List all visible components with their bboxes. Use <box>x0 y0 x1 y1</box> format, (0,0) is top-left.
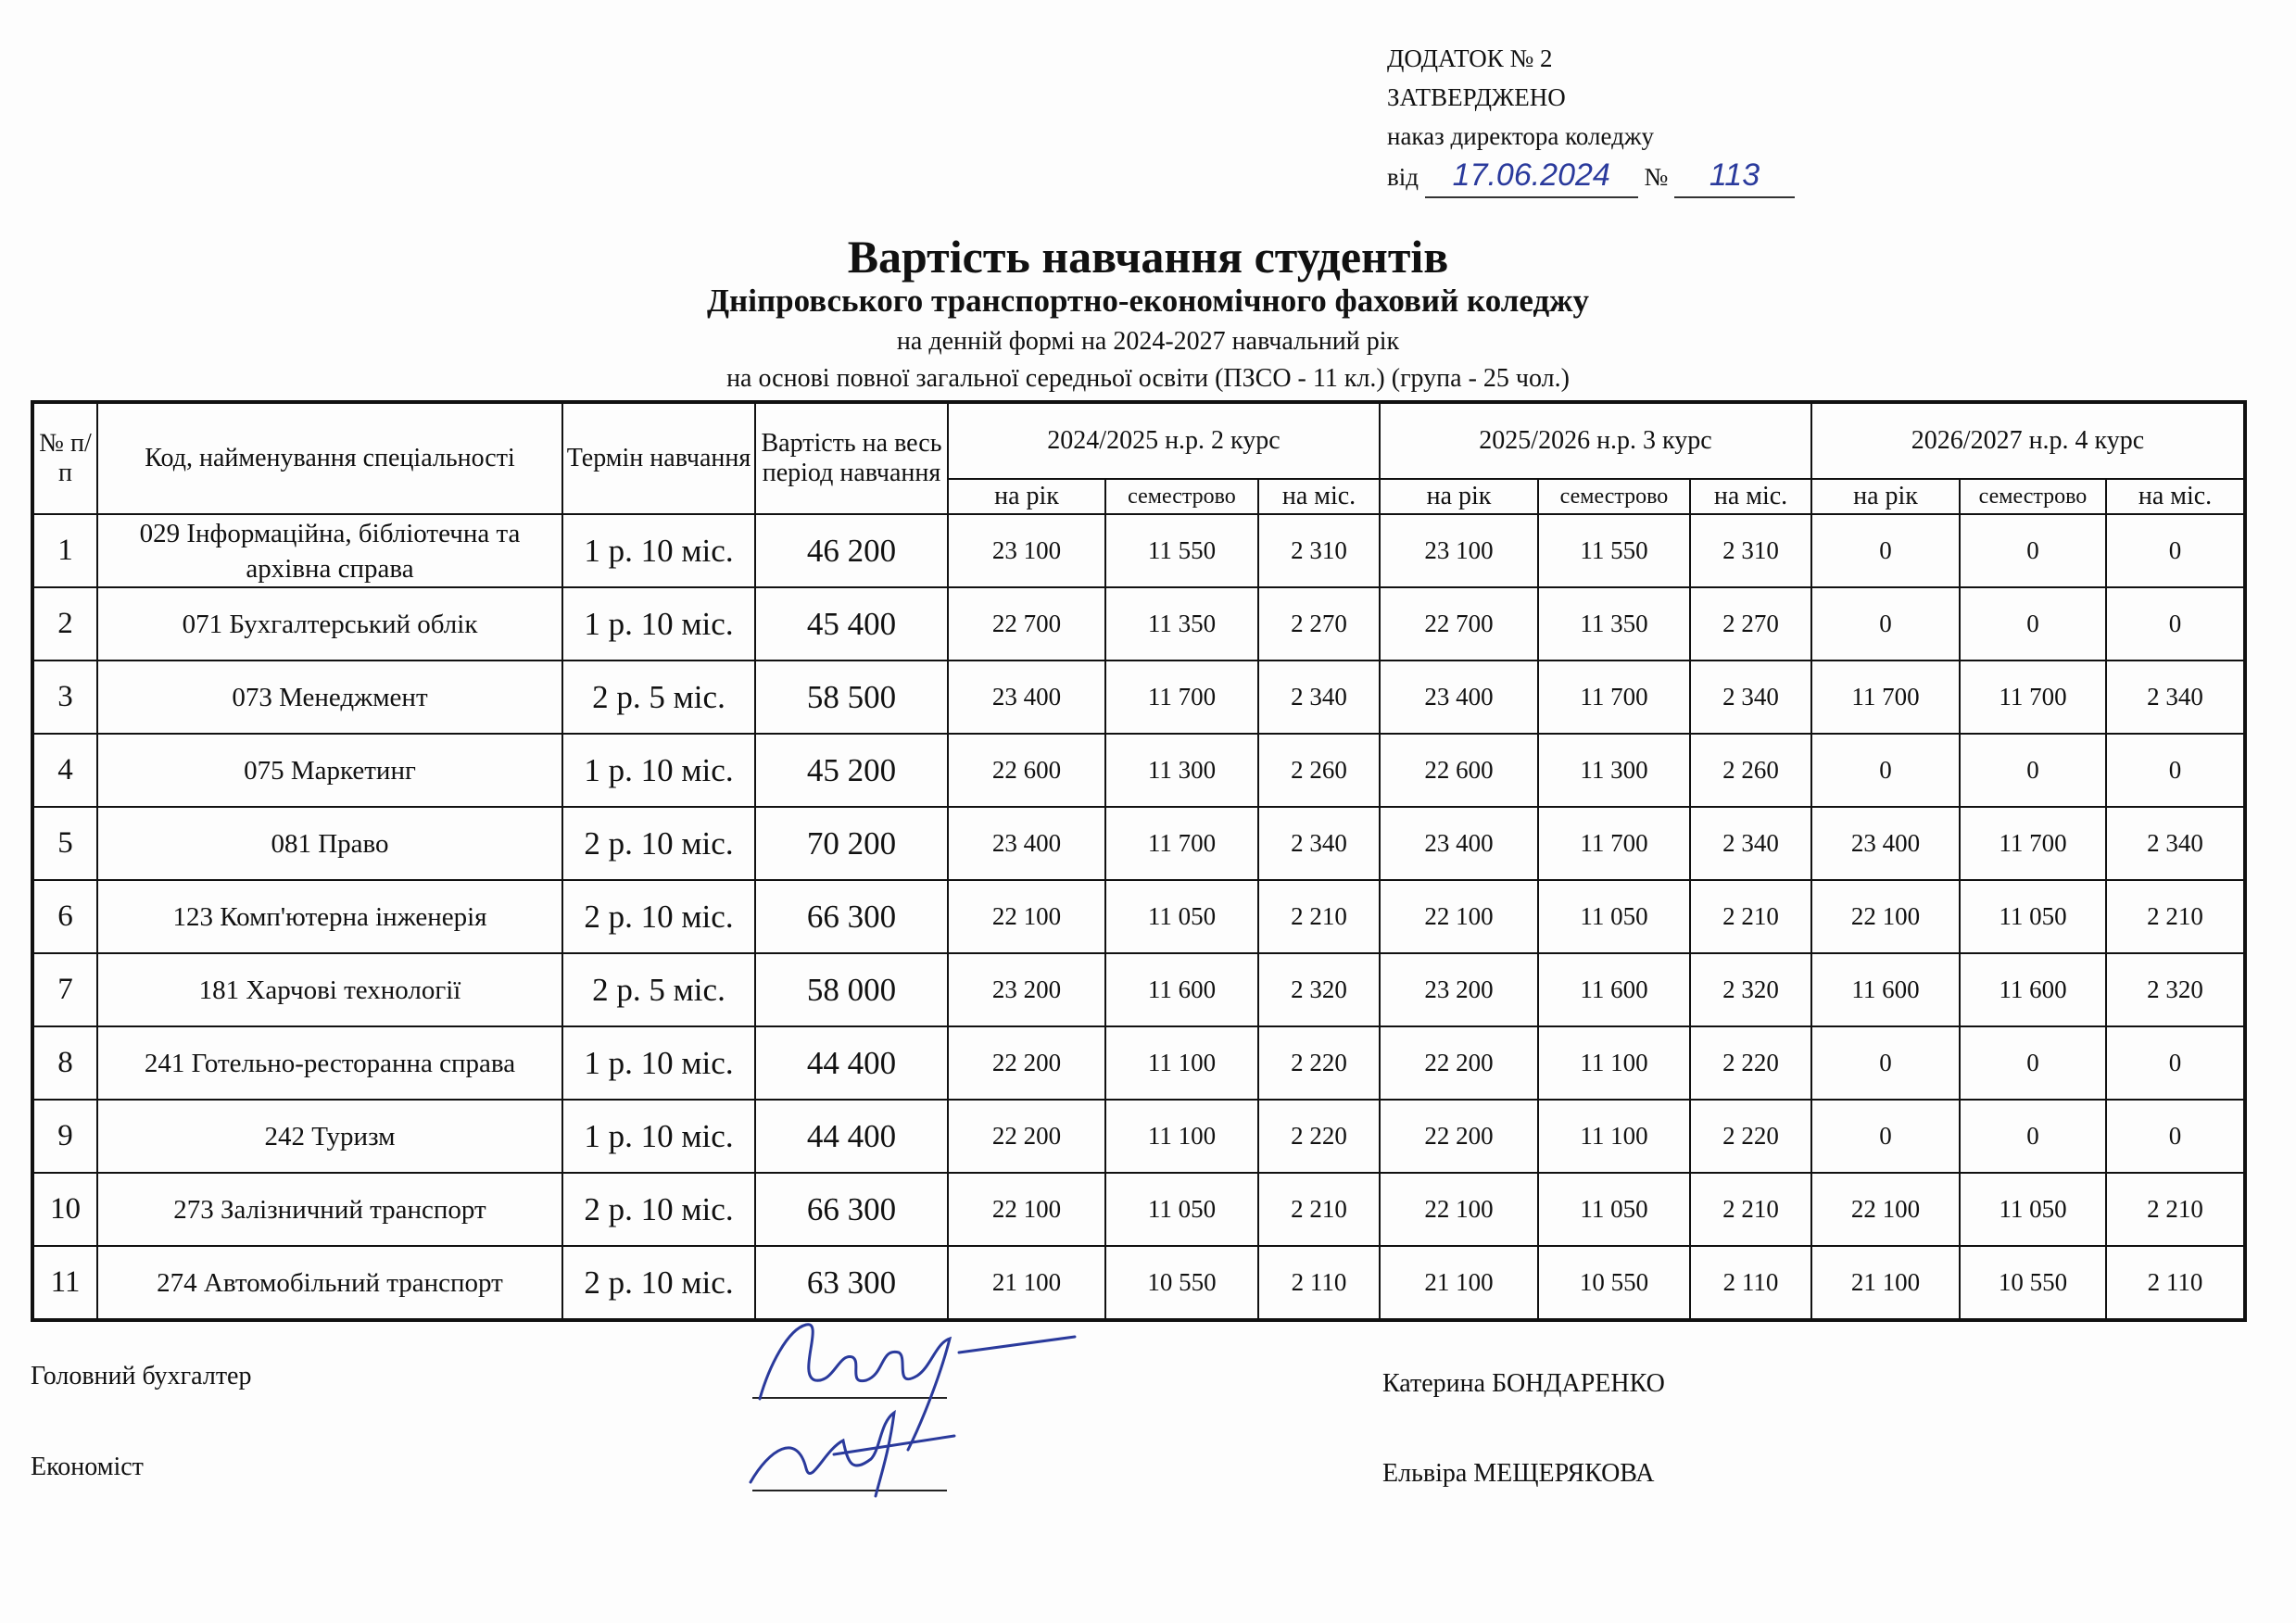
cost-2024-per-month: 2 210 <box>1258 880 1380 953</box>
cost-2026-per-semester: 11 050 <box>1960 1173 2106 1246</box>
cost-2025-per-year: 22 200 <box>1380 1026 1538 1100</box>
cost-2025-per-month: 2 220 <box>1690 1026 1811 1100</box>
total-cost: 45 200 <box>755 734 948 807</box>
cost-2026-per-month: 0 <box>2106 514 2245 587</box>
subheader-per-month: на міс. <box>1258 479 1380 514</box>
cost-2026-per-month: 0 <box>2106 587 2245 661</box>
study-form: на денній формі на 2024-2027 навчальний рік <box>896 327 1400 356</box>
cost-2026-per-month: 2 320 <box>2106 953 2245 1026</box>
study-term: 1 р. 10 міс. <box>562 1026 755 1100</box>
cost-2024-per-year: 22 700 <box>948 587 1105 661</box>
cost-2026-per-semester: 11 600 <box>1960 953 2106 1026</box>
cost-2024-per-semester: 11 600 <box>1105 953 1258 1026</box>
study-term: 1 р. 10 міс. <box>562 514 755 587</box>
cost-2025-per-month: 2 270 <box>1690 587 1811 661</box>
cost-2025-per-year: 22 200 <box>1380 1100 1538 1173</box>
tuition-table <box>31 400 2247 1322</box>
cost-2025-per-month: 2 320 <box>1690 953 1811 1026</box>
table-row <box>32 807 2245 880</box>
specialty-name: 241 Готельно-ресторанна справа <box>97 1026 562 1100</box>
table-row <box>32 953 2245 1026</box>
header-year-2024: 2024/2025 н.р. 2 курс <box>948 402 1380 479</box>
specialty-name: 123 Комп'ютерна інженерія <box>97 880 562 953</box>
cost-2025-per-month: 2 340 <box>1690 807 1811 880</box>
cost-2024-per-year: 22 600 <box>948 734 1105 807</box>
cost-2026-per-year: 0 <box>1811 734 1960 807</box>
study-term: 2 р. 10 міс. <box>562 1246 755 1320</box>
row-number: 8 <box>32 1026 97 1100</box>
cost-2026-per-month: 2 210 <box>2106 1173 2245 1246</box>
cost-2026-per-semester: 0 <box>1960 1100 2106 1173</box>
handwritten-signatures <box>741 1311 1093 1505</box>
cost-2026-per-year: 0 <box>1811 514 1960 587</box>
cost-2026-per-year: 0 <box>1811 587 1960 661</box>
specialty-name: 273 Залізничний транспорт <box>97 1173 562 1246</box>
table-row <box>32 1173 2245 1246</box>
cost-2024-per-year: 22 100 <box>948 880 1105 953</box>
total-cost: 44 400 <box>755 1100 948 1173</box>
total-cost: 63 300 <box>755 1246 948 1320</box>
specialty-name: 274 Автомобільний транспорт <box>97 1246 562 1320</box>
cost-2026-per-semester: 0 <box>1960 514 2106 587</box>
cost-2025-per-semester: 11 100 <box>1538 1026 1690 1100</box>
cost-2025-per-year: 23 400 <box>1380 661 1538 734</box>
study-term: 2 р. 5 міс. <box>562 661 755 734</box>
cost-2026-per-year: 22 100 <box>1811 880 1960 953</box>
cost-2025-per-year: 22 100 <box>1380 880 1538 953</box>
chief-accountant-name: Катерина БОНДАРЕНКО <box>1382 1369 1665 1398</box>
table-row <box>32 880 2245 953</box>
study-term: 2 р. 10 міс. <box>562 880 755 953</box>
cost-2025-per-semester: 11 300 <box>1538 734 1690 807</box>
cost-2025-per-year: 22 700 <box>1380 587 1538 661</box>
approval-block <box>1387 39 1795 198</box>
row-number: 7 <box>32 953 97 1026</box>
specialty-name: 081 Право <box>97 807 562 880</box>
cost-2024-per-semester: 11 350 <box>1105 587 1258 661</box>
header-specialty: Код, найменування спеціальності <box>97 402 562 514</box>
cost-2024-per-year: 21 100 <box>948 1246 1105 1320</box>
cost-2024-per-month: 2 270 <box>1258 587 1380 661</box>
table-row <box>32 1026 2245 1100</box>
approved-label: ЗАТВЕРДЖЕНО <box>1387 83 1566 111</box>
specialty-name: 242 Туризм <box>97 1100 562 1173</box>
signature-accountant <box>760 1325 1075 1450</box>
cost-2025-per-semester: 11 350 <box>1538 587 1690 661</box>
row-number: 3 <box>32 661 97 734</box>
cost-2026-per-year: 11 600 <box>1811 953 1960 1026</box>
cost-2026-per-semester: 0 <box>1960 734 2106 807</box>
study-term: 2 р. 10 міс. <box>562 1173 755 1246</box>
subheader-per-semester: семестрово <box>1960 479 2106 514</box>
cost-2024-per-semester: 11 100 <box>1105 1100 1258 1173</box>
subheader-per-year: на рік <box>1811 479 1960 514</box>
order-date: 17.06.2024 <box>1425 156 1638 198</box>
cost-2026-per-year: 0 <box>1811 1100 1960 1173</box>
cost-2026-per-year: 22 100 <box>1811 1173 1960 1246</box>
cost-2024-per-semester: 11 550 <box>1105 514 1258 587</box>
cost-2025-per-month: 2 110 <box>1690 1246 1811 1320</box>
row-number: 2 <box>32 587 97 661</box>
cost-2024-per-month: 2 260 <box>1258 734 1380 807</box>
row-number: 5 <box>32 807 97 880</box>
cost-2026-per-semester: 11 700 <box>1960 807 2106 880</box>
cost-2025-per-semester: 11 100 <box>1538 1100 1690 1173</box>
cost-2025-per-semester: 11 550 <box>1538 514 1690 587</box>
cost-2025-per-year: 23 400 <box>1380 807 1538 880</box>
cost-2026-per-month: 2 110 <box>2106 1246 2245 1320</box>
specialty-name: 075 Маркетинг <box>97 734 562 807</box>
cost-2024-per-month: 2 310 <box>1258 514 1380 587</box>
cost-2025-per-month: 2 210 <box>1690 880 1811 953</box>
cost-2024-per-month: 2 220 <box>1258 1100 1380 1173</box>
number-prefix: № <box>1644 163 1669 191</box>
header-year-2025: 2025/2026 н.р. 3 курс <box>1380 402 1811 479</box>
total-cost: 66 300 <box>755 1173 948 1246</box>
cost-2025-per-year: 21 100 <box>1380 1246 1538 1320</box>
subheader-per-year: на рік <box>948 479 1105 514</box>
cost-2025-per-year: 22 100 <box>1380 1173 1538 1246</box>
cost-2024-per-month: 2 210 <box>1258 1173 1380 1246</box>
cost-2024-per-semester: 11 700 <box>1105 661 1258 734</box>
cost-2026-per-month: 2 340 <box>2106 807 2245 880</box>
economist-title: Економіст <box>31 1453 144 1481</box>
table-row <box>32 734 2245 807</box>
cost-2026-per-semester: 0 <box>1960 587 2106 661</box>
study-term: 1 р. 10 міс. <box>562 1100 755 1173</box>
cost-2025-per-year: 22 600 <box>1380 734 1538 807</box>
cost-2025-per-month: 2 340 <box>1690 661 1811 734</box>
order-date-row <box>1387 156 1795 198</box>
cost-2026-per-month: 0 <box>2106 1026 2245 1100</box>
cost-2025-per-semester: 11 050 <box>1538 880 1690 953</box>
subheader-per-semester: семестрово <box>1105 479 1258 514</box>
cost-2025-per-month: 2 310 <box>1690 514 1811 587</box>
cost-2025-per-year: 23 100 <box>1380 514 1538 587</box>
specialty-name: 181 Харчові технології <box>97 953 562 1026</box>
cost-2024-per-year: 22 200 <box>948 1026 1105 1100</box>
total-cost: 58 500 <box>755 661 948 734</box>
cost-2024-per-year: 23 200 <box>948 953 1105 1026</box>
cost-2025-per-semester: 10 550 <box>1538 1246 1690 1320</box>
cost-2025-per-month: 2 220 <box>1690 1100 1811 1173</box>
table-row <box>32 514 2245 587</box>
subheader-per-semester: семестрово <box>1538 479 1690 514</box>
cost-2024-per-month: 2 220 <box>1258 1026 1380 1100</box>
cost-2025-per-year: 23 200 <box>1380 953 1538 1026</box>
cost-2025-per-semester: 11 050 <box>1538 1173 1690 1246</box>
cost-2026-per-month: 2 340 <box>2106 661 2245 734</box>
cost-2026-per-semester: 0 <box>1960 1026 2106 1100</box>
date-prefix: від <box>1387 163 1419 191</box>
cost-2025-per-semester: 11 700 <box>1538 807 1690 880</box>
signature-economist <box>751 1413 954 1496</box>
header-total: Вартість на весь період навчання <box>755 402 948 514</box>
cost-2024-per-semester: 11 050 <box>1105 1173 1258 1246</box>
document-title: Вартість навчання студентів <box>847 231 1449 283</box>
cost-2024-per-year: 22 200 <box>948 1100 1105 1173</box>
cost-2026-per-semester: 10 550 <box>1960 1246 2106 1320</box>
cost-2024-per-year: 22 100 <box>948 1173 1105 1246</box>
cost-2024-per-year: 23 400 <box>948 807 1105 880</box>
study-term: 2 р. 10 міс. <box>562 807 755 880</box>
college-name: Дніпровського транспортно-економічного фаховий коледжу <box>706 283 1590 319</box>
cost-2025-per-semester: 11 700 <box>1538 661 1690 734</box>
cost-2024-per-month: 2 110 <box>1258 1246 1380 1320</box>
total-cost: 58 000 <box>755 953 948 1026</box>
cost-2024-per-month: 2 320 <box>1258 953 1380 1026</box>
row-number: 6 <box>32 880 97 953</box>
table-row <box>32 1246 2245 1320</box>
total-cost: 45 400 <box>755 587 948 661</box>
cost-2024-per-semester: 10 550 <box>1105 1246 1258 1320</box>
subheader-per-month: на міс. <box>2106 479 2245 514</box>
education-basis: на основі повної загальної середньої освіти (ПЗСО - 11 кл.) (група - 25 чол.) <box>726 364 1570 393</box>
specialty-name: 073 Менеджмент <box>97 661 562 734</box>
order-number: 113 <box>1674 156 1795 198</box>
cost-2026-per-year: 21 100 <box>1811 1246 1960 1320</box>
header-year-2026: 2026/2027 н.р. 4 курс <box>1811 402 2245 479</box>
order-label: наказ директора коледжу <box>1387 122 1655 150</box>
total-cost: 44 400 <box>755 1026 948 1100</box>
row-number: 9 <box>32 1100 97 1173</box>
cost-2024-per-month: 2 340 <box>1258 661 1380 734</box>
cost-2025-per-semester: 11 600 <box>1538 953 1690 1026</box>
cost-2024-per-month: 2 340 <box>1258 807 1380 880</box>
cost-2025-per-month: 2 260 <box>1690 734 1811 807</box>
table-row <box>32 1100 2245 1173</box>
row-number: 4 <box>32 734 97 807</box>
cost-2024-per-semester: 11 050 <box>1105 880 1258 953</box>
chief-accountant-title: Головний бухгалтер <box>31 1362 252 1390</box>
total-cost: 66 300 <box>755 880 948 953</box>
cost-2026-per-semester: 11 050 <box>1960 880 2106 953</box>
appendix-label: ДОДАТОК № 2 <box>1387 44 1553 72</box>
cost-2024-per-semester: 11 700 <box>1105 807 1258 880</box>
cost-2026-per-year: 0 <box>1811 1026 1960 1100</box>
cost-2024-per-semester: 11 100 <box>1105 1026 1258 1100</box>
cost-2024-per-semester: 11 300 <box>1105 734 1258 807</box>
cost-2025-per-month: 2 210 <box>1690 1173 1811 1246</box>
cost-2026-per-year: 11 700 <box>1811 661 1960 734</box>
total-cost: 70 200 <box>755 807 948 880</box>
cost-2026-per-month: 2 210 <box>2106 880 2245 953</box>
subheader-per-year: на рік <box>1380 479 1538 514</box>
cost-2024-per-year: 23 100 <box>948 514 1105 587</box>
header-term: Термін навчання <box>562 402 755 514</box>
row-number: 10 <box>32 1173 97 1246</box>
economist-name: Ельвіра МЕЩЕРЯКОВА <box>1382 1459 1655 1488</box>
cost-2026-per-semester: 11 700 <box>1960 661 2106 734</box>
table-row <box>32 587 2245 661</box>
total-cost: 46 200 <box>755 514 948 587</box>
cost-2026-per-month: 0 <box>2106 1100 2245 1173</box>
specialty-name: 071 Бухгалтерський облік <box>97 587 562 661</box>
cost-2026-per-month: 0 <box>2106 734 2245 807</box>
table-row <box>32 661 2245 734</box>
study-term: 1 р. 10 міс. <box>562 734 755 807</box>
row-number: 1 <box>32 514 97 587</box>
row-number: 11 <box>32 1246 97 1320</box>
cost-2026-per-year: 23 400 <box>1811 807 1960 880</box>
subheader-per-month: на міс. <box>1690 479 1811 514</box>
study-term: 1 р. 10 міс. <box>562 587 755 661</box>
cost-2024-per-year: 23 400 <box>948 661 1105 734</box>
header-num: № п/п <box>32 402 97 514</box>
specialty-name: 029 Інформаційна, бібліотечна та архівна справа <box>97 514 562 587</box>
study-term: 2 р. 5 міс. <box>562 953 755 1026</box>
